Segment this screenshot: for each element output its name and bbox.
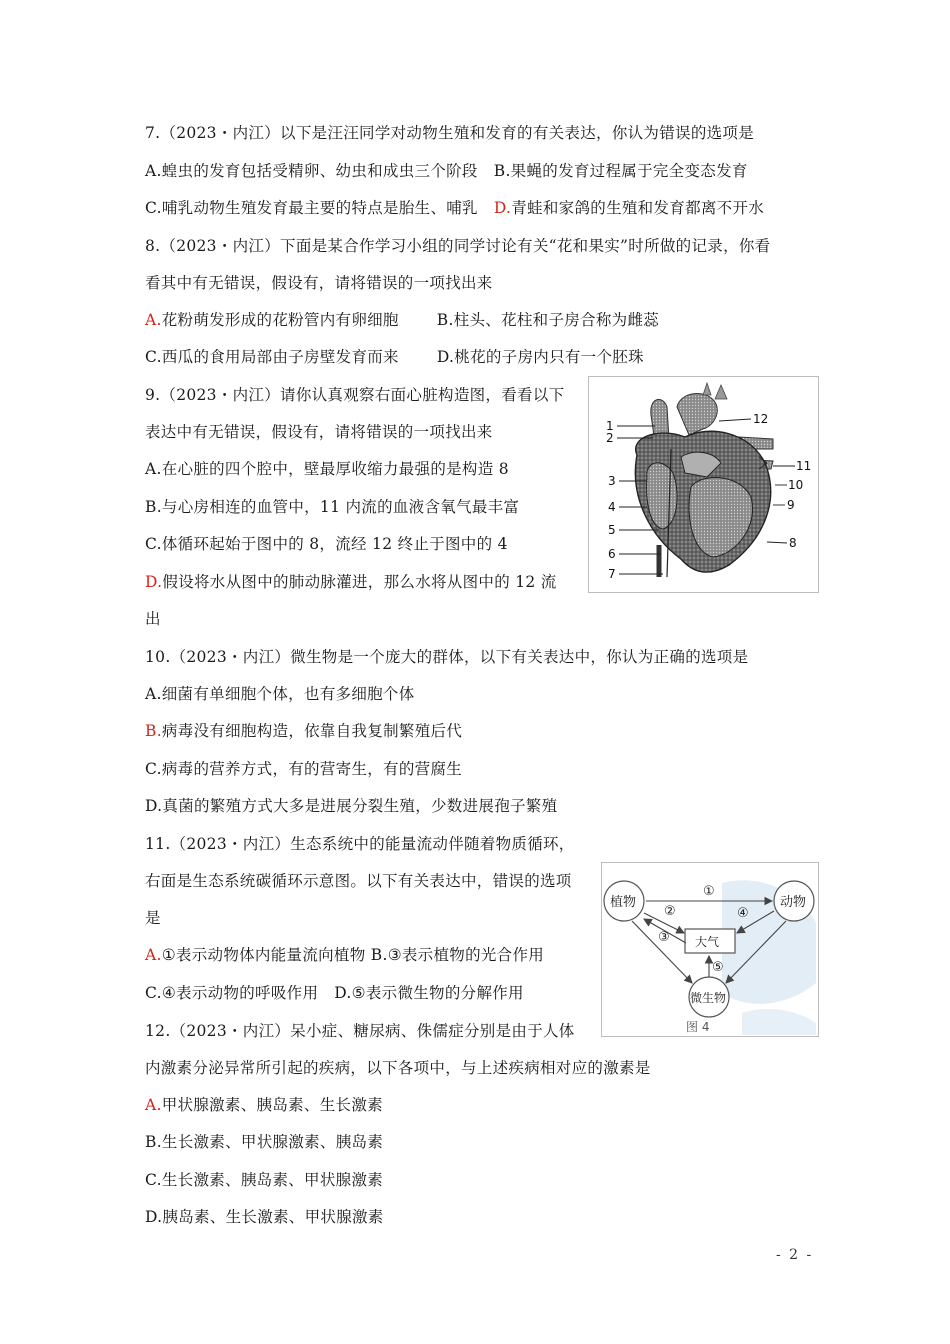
arrow-label-3: ③	[658, 930, 670, 945]
microbe-label: 微生物	[690, 991, 727, 1005]
q12-option-b: 生长激素、甲状腺激素、胰岛素	[161, 1133, 384, 1151]
q8-options-cd	[145, 346, 644, 368]
q9-option-a-line	[145, 458, 509, 480]
q8-option-a-letter: A.	[145, 311, 162, 329]
q12-stem1-text: 12.（2023・内江）呆小症、糖尿病、侏儒症分别是由于人体	[145, 1022, 575, 1040]
heart-label-6: 6	[608, 547, 616, 561]
q11-option-c-letter: C.	[145, 984, 162, 1002]
q12-option-c-letter: C.	[145, 1171, 162, 1189]
arrow-label-2: ②	[664, 904, 676, 919]
heart-label-9: 9	[787, 498, 795, 512]
q8-option-b-letter: B.	[436, 311, 454, 329]
arrow-label-1: ①	[703, 884, 715, 899]
q10-option-b: 病毒没有细胞构造，依靠自我复制繁殖后代	[161, 722, 463, 740]
heart-label-7: 7	[608, 567, 616, 581]
q12-option-a-letter: A.	[145, 1096, 162, 1114]
q11-stem3-text: 是	[145, 909, 161, 927]
q8-stem1-text: 8.（2023・内江）下面是某合作学习小组的同学讨论有关“花和果实”时所做的记录，你看	[145, 237, 771, 255]
q7-option-c-letter: C.	[145, 199, 162, 217]
q11-option-a-letter: A.	[145, 946, 162, 964]
q10-option-b-letter: B.	[145, 722, 162, 740]
q9-option-b: 与心房相连的血管中，11 内流的血液含氧气最丰富	[161, 498, 520, 516]
q11-options-cd	[145, 982, 524, 1004]
arrow-label-4: ④	[737, 906, 749, 921]
q8-option-d-letter: D.	[436, 348, 455, 366]
animal-label: 动物	[780, 895, 807, 910]
q10-option-a-letter: A.	[145, 685, 162, 703]
heart-label-12: 12	[753, 412, 769, 426]
q8-stem2-text: 看其中有无错误，假设有，请将错误的一项找出来	[145, 274, 493, 292]
q11-option-d: ⑤表示微生物的分解作用	[351, 984, 524, 1002]
heart-label-4: 4	[608, 500, 616, 514]
q9-option-d-text2: 出	[145, 610, 161, 628]
q9-option-b-letter: B.	[145, 498, 162, 516]
q11-stem1-text: 11.（2023・内江）生态系统中的能量流动伴随着物质循环，	[145, 835, 575, 853]
q8-option-c-letter: C.	[145, 348, 162, 366]
heart-diagram	[589, 377, 818, 592]
page-number: - 2 -	[776, 1247, 814, 1263]
q8-stem-line1	[145, 235, 771, 257]
q12-option-c-line	[145, 1169, 383, 1191]
heart-label-11: 11	[796, 459, 812, 473]
q12-option-a-line	[145, 1094, 383, 1116]
heart-structure-figure	[588, 376, 819, 593]
q7-option-b: 果蝇的发育过程属于完全变态发育	[510, 162, 748, 180]
q7-stem-text: 7.（2023・内江）以下是汪汪同学对动物生殖和发育的有关表达，你认为错误的选项是	[145, 124, 755, 142]
q7-options-ab	[145, 160, 748, 182]
q11-stem-line1	[145, 833, 575, 855]
q10-option-c-line	[145, 758, 462, 780]
carbon-cycle-diagram	[602, 863, 818, 1036]
arrow-label-5: ⑤	[712, 960, 724, 975]
q11-stem-line3	[145, 907, 161, 929]
q10-option-d-letter: D.	[145, 797, 163, 815]
q9-option-a-letter: A.	[145, 460, 162, 478]
q12-stem-line2	[145, 1057, 651, 1079]
heart-label-8: 8	[789, 536, 797, 550]
q7-option-b-letter: B.	[493, 162, 511, 180]
q12-option-b-line	[145, 1131, 383, 1153]
q7-option-a-letter: A.	[145, 162, 162, 180]
q8-option-d: 桃花的子房内只有一个胚珠	[454, 348, 644, 366]
q9-option-d: 假设将水从图中的肺动脉灌进，那么水将从图中的 12 流	[162, 573, 557, 591]
q7-option-d: 青蛙和家鸽的生殖和发育都离不开水	[511, 199, 765, 217]
q11-option-b-letter: B.	[370, 946, 388, 964]
q7-option-d-letter: D.	[493, 199, 512, 217]
q12-option-d-letter: D.	[145, 1208, 163, 1226]
q12-option-b-letter: B.	[145, 1133, 162, 1151]
q9-option-a: 在心脏的四个腔中，壁最厚收缩力最强的是构造 8	[161, 460, 509, 478]
q11-option-d-letter: D.	[334, 984, 352, 1002]
q9-stem-line1	[145, 384, 564, 406]
heart-label-5: 5	[608, 523, 616, 537]
q9-option-d-line	[145, 571, 557, 593]
q12-option-c: 生长激素、胰岛素、甲状腺激素	[161, 1171, 384, 1189]
q11-option-c: ④表示动物的呼吸作用	[161, 984, 319, 1002]
q8-option-b: 柱头、花柱和子房合称为雌蕊	[453, 311, 660, 329]
heart-label-2: 2	[606, 431, 614, 445]
q8-stem-line2	[145, 272, 493, 294]
figure-caption: 图 4	[686, 1020, 710, 1034]
q10-stem	[145, 646, 748, 668]
atmosphere-label: 大气	[695, 935, 720, 949]
q12-stem-line1	[145, 1020, 575, 1042]
q9-stem-line2	[145, 421, 493, 443]
q9-option-b-line	[145, 496, 519, 518]
q8-option-a: 花粉萌发形成的花粉管内有卵细胞	[161, 311, 399, 329]
q10-option-a-line	[145, 683, 415, 705]
q11-option-a: ①表示动物体内能量流向植物	[161, 946, 371, 964]
plant-label: 植物	[610, 895, 637, 910]
q8-options-ab	[145, 309, 659, 331]
q7-options-cd	[145, 197, 764, 219]
q8-option-c: 西瓜的食用局部由子房壁发育而来	[161, 348, 399, 366]
q9-option-c-letter: C.	[145, 535, 162, 553]
q9-option-c-line	[145, 533, 508, 555]
carbon-cycle-figure	[601, 862, 819, 1037]
q12-stem2-text: 内激素分泌异常所引起的疾病，以下各项中，与上述疾病相对应的激素是	[145, 1059, 651, 1077]
q11-options-ab	[145, 944, 544, 966]
heart-label-1: 1	[606, 419, 614, 433]
q11-stem-line2	[145, 870, 572, 892]
q9-option-d-letter: D.	[145, 573, 163, 591]
q7-option-a: 蝗虫的发育包括受精卵、幼虫和成虫三个阶段	[161, 162, 478, 180]
q9-stem1-text: 9.（2023・内江）请你认真观察右面心脏构造图，看看以下	[145, 386, 565, 404]
heart-label-3: 3	[608, 474, 616, 488]
q12-option-d: 胰岛素、生长激素、甲状腺激素	[162, 1208, 384, 1226]
q11-option-b: ③表示植物的光合作用	[387, 946, 545, 964]
q10-option-d-line	[145, 795, 557, 817]
q9-option-d-cont	[145, 608, 161, 630]
q12-option-a: 甲状腺激素、胰岛素、生长激素	[161, 1096, 383, 1114]
q10-stem-text: 10.（2023・内江）微生物是一个庞大的群体，以下有关表达中，你认为正确的选项是	[145, 648, 749, 666]
heart-label-10: 10	[788, 478, 804, 492]
q10-option-a: 细菌有单细胞个体，也有多细胞个体	[161, 685, 415, 703]
q7-option-c: 哺乳动物生殖发育最主要的特点是胎生、哺乳	[161, 199, 478, 217]
q10-option-d: 真菌的繁殖方式大多是进展分裂生殖，少数进展孢子繁殖	[162, 797, 558, 815]
q10-option-c: 病毒的营养方式，有的营寄生，有的营腐生	[161, 760, 463, 778]
q7-stem	[145, 122, 754, 144]
q9-option-c: 体循环起始于图中的 8，流经 12 终止于图中的 4	[161, 535, 508, 553]
q10-option-b-line	[145, 720, 462, 742]
q9-stem2-text: 表达中有无错误，假设有，请将错误的一项找出来	[145, 423, 493, 441]
q12-option-d-line	[145, 1206, 384, 1228]
q10-option-c-letter: C.	[145, 760, 162, 778]
q11-stem2-text: 右面是生态系统碳循环示意图。以下有关表达中，错误的选项	[145, 872, 572, 890]
